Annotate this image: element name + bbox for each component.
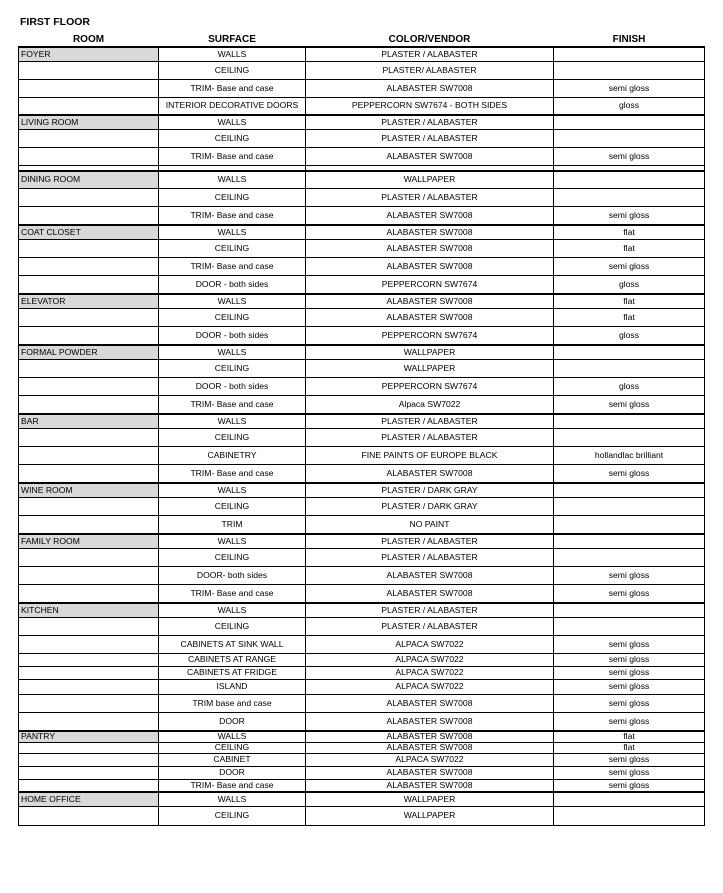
finish-cell [554, 171, 705, 188]
finish-cell: semi gloss [554, 464, 705, 483]
finish-cell: semi gloss [554, 779, 705, 792]
finish-cell [554, 47, 705, 61]
color-vendor-cell: PLASTER / ALABASTER [306, 548, 554, 566]
color-vendor-cell: ALABASTER SW7008 [306, 225, 554, 239]
finish-cell [554, 483, 705, 497]
header-finish: FINISH [554, 33, 705, 47]
color-vendor-cell: ALABASTER SW7008 [306, 712, 554, 731]
surface-cell: CEILING [159, 239, 306, 257]
table-row [19, 206, 705, 225]
schedule-body [19, 47, 705, 825]
color-vendor-cell: PLASTER / ALABASTER [306, 414, 554, 428]
table-row [19, 239, 705, 257]
room-cell-empty [19, 395, 159, 414]
room-cell-empty [19, 617, 159, 635]
finish-cell: semi gloss [554, 206, 705, 225]
color-vendor-cell: ALABASTER SW7008 [306, 779, 554, 792]
surface-cell: CABINETS AT RANGE [159, 653, 306, 666]
header-row [19, 33, 705, 47]
finish-cell: semi gloss [554, 257, 705, 275]
table-row [19, 534, 705, 548]
paint-schedule-table [18, 33, 705, 826]
surface-cell: WALLS [159, 483, 306, 497]
surface-cell: TRIM [159, 515, 306, 534]
surface-cell: WALLS [159, 294, 306, 308]
table-row [19, 548, 705, 566]
room-cell-empty [19, 742, 159, 753]
room-cell-empty [19, 766, 159, 779]
header-color-vendor: COLOR/VENDOR [306, 33, 554, 47]
room-cell-empty [19, 359, 159, 377]
table-row [19, 742, 705, 753]
room-cell-empty [19, 377, 159, 395]
color-vendor-cell: PLASTER / ALABASTER [306, 617, 554, 635]
room-cell-empty [19, 188, 159, 206]
finish-cell: gloss [554, 275, 705, 294]
color-vendor-cell: ALPACA SW7022 [306, 679, 554, 694]
finish-cell: semi gloss [554, 666, 705, 679]
room-cell-empty [19, 326, 159, 345]
table-row [19, 666, 705, 679]
surface-cell: CABINET [159, 753, 306, 766]
finish-cell: flat [554, 239, 705, 257]
color-vendor-cell: ALABASTER SW7008 [306, 239, 554, 257]
room-name-cell: KITCHEN [19, 603, 159, 617]
table-row [19, 464, 705, 483]
surface-cell: TRIM- Base and case [159, 584, 306, 603]
surface-cell: TRIM- Base and case [159, 395, 306, 414]
room-cell-empty [19, 239, 159, 257]
surface-cell: WALLS [159, 534, 306, 548]
finish-cell [554, 188, 705, 206]
color-vendor-cell: ALABASTER SW7008 [306, 79, 554, 97]
table-row [19, 753, 705, 766]
surface-cell: CEILING [159, 742, 306, 753]
table-row [19, 359, 705, 377]
surface-cell: CABINETS AT SINK WALL [159, 635, 306, 653]
surface-cell: CEILING [159, 548, 306, 566]
table-row [19, 79, 705, 97]
room-cell-empty [19, 694, 159, 712]
room-cell-empty [19, 653, 159, 666]
finish-cell: semi gloss [554, 653, 705, 666]
color-vendor-cell: WALLPAPER [306, 792, 554, 806]
finish-cell [554, 61, 705, 79]
color-vendor-cell: PLASTER / ALABASTER [306, 428, 554, 446]
finish-cell: semi gloss [554, 679, 705, 694]
finish-cell: flat [554, 308, 705, 326]
table-row [19, 653, 705, 666]
surface-cell: WALLS [159, 603, 306, 617]
table-row [19, 694, 705, 712]
color-vendor-cell: ALPACA SW7022 [306, 635, 554, 653]
room-name-cell: BAR [19, 414, 159, 428]
table-row [19, 129, 705, 147]
room-cell-empty [19, 515, 159, 534]
color-vendor-cell: PLASTER / ALABASTER [306, 188, 554, 206]
surface-cell: WALLS [159, 731, 306, 742]
table-row [19, 483, 705, 497]
table-row [19, 395, 705, 414]
finish-cell: semi gloss [554, 147, 705, 165]
color-vendor-cell: ALPACA SW7022 [306, 753, 554, 766]
surface-cell: CEILING [159, 308, 306, 326]
color-vendor-cell: ALABASTER SW7008 [306, 694, 554, 712]
surface-cell: DOOR - both sides [159, 326, 306, 345]
color-vendor-cell: ALABASTER SW7008 [306, 206, 554, 225]
finish-cell: semi gloss [554, 694, 705, 712]
surface-cell: TRIM- Base and case [159, 206, 306, 225]
room-cell-empty [19, 147, 159, 165]
table-row [19, 47, 705, 61]
finish-cell: semi gloss [554, 635, 705, 653]
room-cell-empty [19, 806, 159, 825]
finish-cell: flat [554, 742, 705, 753]
color-vendor-cell: ALABASTER SW7008 [306, 257, 554, 275]
surface-cell: TRIM- Base and case [159, 464, 306, 483]
finish-cell [554, 129, 705, 147]
table-row [19, 584, 705, 603]
surface-cell: TRIM- Base and case [159, 257, 306, 275]
table-row [19, 731, 705, 742]
room-name-cell: PANTRY [19, 731, 159, 742]
color-vendor-cell: Alpaca SW7022 [306, 395, 554, 414]
table-row [19, 257, 705, 275]
surface-cell: WALLS [159, 792, 306, 806]
room-name-cell: FOYER [19, 47, 159, 61]
finish-cell [554, 792, 705, 806]
table-row [19, 806, 705, 825]
table-row [19, 61, 705, 79]
color-vendor-cell: ALPACA SW7022 [306, 653, 554, 666]
table-row [19, 712, 705, 731]
table-row [19, 617, 705, 635]
color-vendor-cell: ALPACA SW7022 [306, 666, 554, 679]
surface-cell: CEILING [159, 806, 306, 825]
color-vendor-cell: PEPPERCORN SW7674 [306, 326, 554, 345]
table-row [19, 97, 705, 115]
surface-cell: DOOR [159, 712, 306, 731]
color-vendor-cell: WALLPAPER [306, 171, 554, 188]
finish-cell: semi gloss [554, 584, 705, 603]
finish-cell: hollandlac brilliant [554, 446, 705, 464]
surface-cell: DOOR - both sides [159, 377, 306, 395]
table-row [19, 515, 705, 534]
room-cell-empty [19, 584, 159, 603]
table-row [19, 377, 705, 395]
color-vendor-cell: PEPPERCORN SW7674 [306, 377, 554, 395]
finish-cell [554, 115, 705, 129]
surface-cell: CEILING [159, 497, 306, 515]
surface-cell: WALLS [159, 115, 306, 129]
table-row [19, 497, 705, 515]
surface-cell: CEILING [159, 129, 306, 147]
table-row [19, 147, 705, 165]
color-vendor-cell: PEPPERCORN SW7674 [306, 275, 554, 294]
room-cell-empty [19, 79, 159, 97]
table-row [19, 603, 705, 617]
color-vendor-cell: PLASTER / ALABASTER [306, 603, 554, 617]
table-row [19, 792, 705, 806]
color-vendor-cell: FINE PAINTS OF EUROPE BLACK [306, 446, 554, 464]
finish-cell [554, 428, 705, 446]
room-cell-empty [19, 753, 159, 766]
surface-cell: TRIM- Base and case [159, 79, 306, 97]
color-vendor-cell: PLASTER / ALABASTER [306, 115, 554, 129]
color-vendor-cell: ALABASTER SW7008 [306, 731, 554, 742]
room-cell-empty [19, 635, 159, 653]
color-vendor-cell: ALABASTER SW7008 [306, 766, 554, 779]
surface-cell: CEILING [159, 61, 306, 79]
room-cell-empty [19, 464, 159, 483]
header-surface: SURFACE [159, 33, 306, 47]
sheet-title: FIRST FLOOR [20, 16, 90, 28]
surface-cell: DOOR- both sides [159, 566, 306, 584]
table-row [19, 225, 705, 239]
surface-cell: ISLAND [159, 679, 306, 694]
room-cell-empty [19, 129, 159, 147]
finish-cell [554, 806, 705, 825]
finish-cell: gloss [554, 326, 705, 345]
color-vendor-cell: PLASTER / ALABASTER [306, 47, 554, 61]
finish-cell: flat [554, 294, 705, 308]
table-row [19, 188, 705, 206]
color-vendor-cell: PLASTER / ALABASTER [306, 534, 554, 548]
finish-cell: flat [554, 731, 705, 742]
finish-cell: gloss [554, 377, 705, 395]
surface-cell: WALLS [159, 225, 306, 239]
color-vendor-cell: WALLPAPER [306, 345, 554, 359]
color-vendor-cell: PLASTER / ALABASTER [306, 129, 554, 147]
room-name-cell: DINING ROOM [19, 171, 159, 188]
table-row [19, 308, 705, 326]
room-cell-empty [19, 666, 159, 679]
room-cell-empty [19, 566, 159, 584]
room-cell-empty [19, 308, 159, 326]
room-cell-empty [19, 446, 159, 464]
surface-cell: WALLS [159, 47, 306, 61]
room-cell-empty [19, 206, 159, 225]
room-name-cell: ELEVATOR [19, 294, 159, 308]
color-vendor-cell: ALABASTER SW7008 [306, 294, 554, 308]
table-row [19, 766, 705, 779]
finish-cell [554, 497, 705, 515]
room-name-cell: WINE ROOM [19, 483, 159, 497]
table-row [19, 679, 705, 694]
room-name-cell: HOME OFFICE [19, 792, 159, 806]
room-cell-empty [19, 257, 159, 275]
table-row [19, 275, 705, 294]
room-cell-empty [19, 712, 159, 731]
finish-cell: semi gloss [554, 79, 705, 97]
finish-cell [554, 359, 705, 377]
table-row [19, 446, 705, 464]
table-row [19, 635, 705, 653]
table-row [19, 428, 705, 446]
surface-cell: CEILING [159, 188, 306, 206]
room-cell-empty [19, 61, 159, 79]
finish-cell: gloss [554, 97, 705, 115]
room-cell-empty [19, 679, 159, 694]
surface-cell: WALLS [159, 171, 306, 188]
color-vendor-cell: ALABASTER SW7008 [306, 566, 554, 584]
surface-cell: CEILING [159, 359, 306, 377]
room-name-cell: FAMILY ROOM [19, 534, 159, 548]
finish-cell: semi gloss [554, 566, 705, 584]
header-room: ROOM [19, 33, 159, 47]
color-vendor-cell: ALABASTER SW7008 [306, 464, 554, 483]
finish-cell [554, 617, 705, 635]
color-vendor-cell: WALLPAPER [306, 806, 554, 825]
color-vendor-cell: PEPPERCORN SW7674 - BOTH SIDES [306, 97, 554, 115]
table-row [19, 294, 705, 308]
room-cell-empty [19, 97, 159, 115]
color-vendor-cell: PLASTER / DARK GRAY [306, 497, 554, 515]
table-row [19, 414, 705, 428]
surface-cell: TRIM- Base and case [159, 779, 306, 792]
surface-cell: CABINETRY [159, 446, 306, 464]
color-vendor-cell: ALABASTER SW7008 [306, 742, 554, 753]
finish-cell [554, 534, 705, 548]
room-name-cell: COAT CLOSET [19, 225, 159, 239]
color-vendor-cell: ALABASTER SW7008 [306, 584, 554, 603]
surface-cell: CEILING [159, 428, 306, 446]
finish-cell: semi gloss [554, 712, 705, 731]
finish-cell [554, 603, 705, 617]
surface-cell: WALLS [159, 414, 306, 428]
room-name-cell: FORMAL POWDER [19, 345, 159, 359]
table-row [19, 345, 705, 359]
surface-cell: DOOR - both sides [159, 275, 306, 294]
surface-cell: TRIM- Base and case [159, 147, 306, 165]
color-vendor-cell: PLASTER/ ALABASTER [306, 61, 554, 79]
room-cell-empty [19, 779, 159, 792]
finish-cell: flat [554, 225, 705, 239]
finish-cell [554, 515, 705, 534]
surface-cell: TRIM base and case [159, 694, 306, 712]
table-row [19, 566, 705, 584]
surface-cell: CABINETS AT FRIDGE [159, 666, 306, 679]
finish-cell: semi gloss [554, 753, 705, 766]
finish-cell [554, 414, 705, 428]
color-vendor-cell: NO PAINT [306, 515, 554, 534]
table-row [19, 779, 705, 792]
table-row [19, 115, 705, 129]
table-row [19, 326, 705, 345]
surface-cell: CEILING [159, 617, 306, 635]
surface-cell: WALLS [159, 345, 306, 359]
table-row [19, 171, 705, 188]
surface-cell: DOOR [159, 766, 306, 779]
room-cell-empty [19, 428, 159, 446]
room-cell-empty [19, 497, 159, 515]
finish-cell [554, 345, 705, 359]
room-cell-empty [19, 275, 159, 294]
color-vendor-cell: PLASTER / DARK GRAY [306, 483, 554, 497]
color-vendor-cell: ALABASTER SW7008 [306, 147, 554, 165]
finish-cell [554, 548, 705, 566]
surface-cell: INTERIOR DECORATIVE DOORS [159, 97, 306, 115]
finish-cell: semi gloss [554, 766, 705, 779]
room-name-cell: LIVING ROOM [19, 115, 159, 129]
color-vendor-cell: WALLPAPER [306, 359, 554, 377]
room-cell-empty [19, 548, 159, 566]
color-vendor-cell: ALABASTER SW7008 [306, 308, 554, 326]
finish-cell: semi gloss [554, 395, 705, 414]
